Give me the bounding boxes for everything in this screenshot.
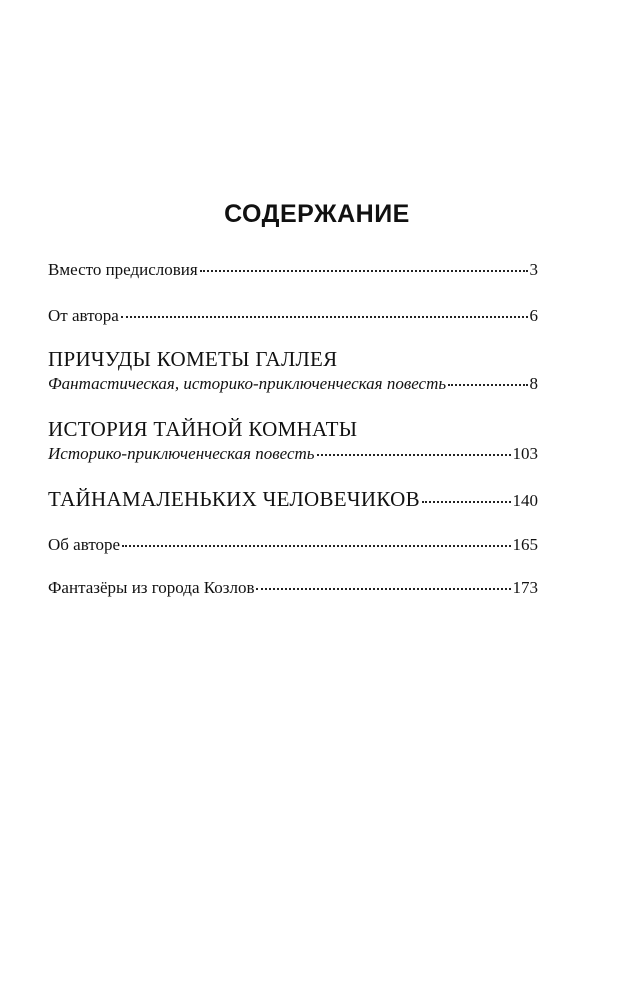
toc-section-heading: ИСТОРИЯ ТАЙНОЙ КОМНАТЫ [48, 417, 358, 441]
dot-leader [448, 383, 527, 386]
toc-page-number: 103 [512, 444, 538, 463]
dot-leader [200, 269, 528, 272]
toc-entry-label: ТАЙНАМАЛЕНЬКИХ ЧЕЛОВЕЧИКОВ [48, 487, 420, 511]
toc-entry-subtitle: Историко-приключенческая повесть [48, 444, 315, 463]
toc-page-number: 8 [529, 374, 538, 393]
dot-leader [121, 315, 528, 318]
toc-page-number: 6 [529, 306, 538, 325]
toc-entry-label: Фантазёры из города Козлов [48, 578, 255, 597]
dot-leader [256, 587, 510, 590]
toc-page-number: 3 [529, 260, 538, 279]
toc-entry [48, 535, 538, 555]
toc-entry [48, 417, 538, 464]
dot-leader [122, 544, 510, 547]
dot-leader [317, 453, 511, 456]
page-title: СОДЕРЖАНИЕ [224, 200, 410, 228]
toc-entry [48, 487, 538, 512]
toc-entry [48, 578, 538, 598]
toc-page-number: 173 [512, 578, 538, 597]
toc-entry [48, 260, 538, 280]
toc-page-number: 165 [512, 535, 538, 554]
toc-entry-subtitle: Фантастическая, историко-приключенческая повесть [48, 374, 447, 393]
toc-entry [48, 306, 538, 326]
toc-entry-label: От автора [48, 306, 119, 325]
toc-entry-label: Об авторе [48, 535, 121, 554]
toc-entry [48, 347, 538, 394]
toc-page-number: 140 [512, 491, 538, 510]
toc-entry-label: Вместо предисловия [48, 260, 198, 279]
toc-section-heading: ПРИЧУДЫ КОМЕТЫ ГАЛЛЕЯ [48, 347, 338, 371]
dot-leader [422, 500, 511, 503]
